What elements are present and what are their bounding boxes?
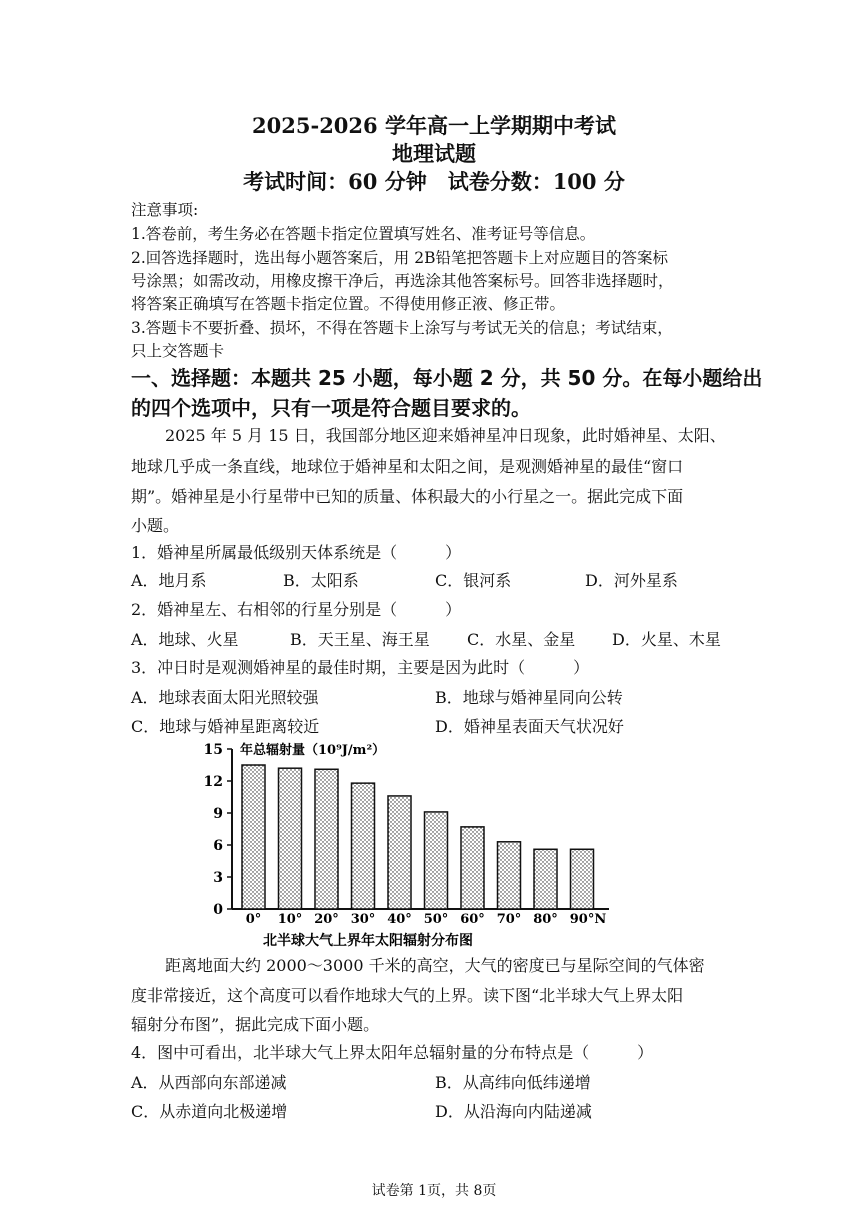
y-axis-label: 年总辐射量（10⁹J/m²） [240, 743, 386, 758]
notice-line: 2.回答选择题时，选出每小题答案后，用 2B铅笔把答题卡上对应题目的答案标 [131, 249, 668, 267]
exam-info: 考试时间：60 分钟 试卷分数：100 分 [243, 169, 625, 194]
question-stem: 1．婚神星所属最低级别天体系统是（ ） [131, 543, 462, 562]
notice-line: 将答案正确填写在答题卡指定位置。不得使用修正液、修正带。 [131, 295, 566, 313]
y-tick-label: 12 [203, 774, 223, 790]
option-c[interactable]: C．水星、金星 [467, 630, 576, 649]
passage-line: 2025 年 5 月 15 日，我国部分地区迎来婚神星冲日现象，此时婚神星、太阳、 [165, 426, 726, 445]
notice-heading: 注意事项: [131, 201, 199, 219]
x-tick-label: 40° [387, 912, 412, 927]
passage-line: 距离地面大约 2000～3000 千米的高空，大气的密度已与星际空间的气体密 [165, 956, 705, 975]
bar [534, 849, 557, 909]
radiation-bar-chart [190, 737, 630, 949]
x-tick-label: 70° [496, 912, 522, 927]
option-d[interactable]: D．火星、木星 [612, 630, 721, 649]
option-c[interactable]: C．银河系 [435, 571, 512, 590]
option-b[interactable]: B．天王星、海王星 [290, 630, 430, 649]
option-c[interactable]: C．从赤道向北极递增 [131, 1102, 288, 1121]
bar [388, 796, 411, 909]
option-b[interactable]: B．太阳系 [283, 571, 359, 590]
exam-title: 2025-2026 学年高一上学期期中考试 [252, 113, 616, 138]
option-a[interactable]: A．从西部向东部递减 [131, 1073, 287, 1092]
option-d[interactable]: D．婚神星表面天气状况好 [435, 717, 624, 736]
x-tick-label: 30° [350, 912, 376, 927]
bar [498, 842, 521, 909]
option-a[interactable]: A．地月系 [131, 571, 207, 590]
question-stem: 3．冲日时是观测婚神星的最佳时期，主要是因为此时（ ） [131, 658, 590, 677]
x-tick-label: 80° [533, 912, 558, 927]
y-tick-label: 15 [203, 742, 223, 758]
section-heading: 一、选择题：本题共 25 小题，每小题 2 分，共 50 分。在每小题给出 [131, 366, 763, 390]
notice-line: 只上交答题卡 [131, 342, 225, 360]
passage-line: 期”。婚神星是小行星带中已知的质量、体积最大的小行星之一。据此完成下面 [131, 487, 684, 506]
y-tick-label: 0 [213, 902, 223, 918]
notice-line: 1.答卷前，考生务必在答题卡指定位置填写姓名、准考证号等信息。 [131, 225, 596, 243]
x-tick-label: 0° [245, 912, 262, 927]
passage-line: 度非常接近，这个高度可以看作地球大气的上界。读下图“北半球大气上界太阳 [131, 986, 684, 1005]
passage-line: 辐射分布图”，据此完成下面小题。 [131, 1015, 380, 1034]
option-c[interactable]: C．地球与婚神星距离较近 [131, 717, 320, 736]
x-tick-label: 50° [423, 912, 449, 927]
y-tick-label: 3 [213, 870, 223, 886]
page-footer: 试卷第 1页，共 8页 [371, 1183, 497, 1199]
option-d[interactable]: D．从沿海向内陆递减 [435, 1102, 592, 1121]
section-heading-cont: 的四个选项中，只有一项是符合题目要求的。 [131, 396, 531, 420]
bar [461, 827, 484, 909]
option-b[interactable]: B．从高纬向低纬递增 [435, 1073, 591, 1092]
bar [425, 812, 448, 909]
bar [242, 765, 265, 909]
y-tick-label: 9 [213, 806, 223, 822]
x-tick-label: 10° [277, 912, 303, 927]
bar [571, 849, 594, 909]
subject-title: 地理试题 [392, 141, 476, 166]
question-stem: 4．图中可看出，北半球大气上界太阳年总辐射量的分布特点是（ ） [131, 1043, 654, 1062]
question-stem: 2．婚神星左、右相邻的行星分别是（ ） [131, 600, 462, 619]
y-tick-label: 6 [213, 838, 223, 854]
option-a[interactable]: A．地球、火星 [131, 630, 239, 649]
passage-line: 地球几乎成一条直线，地球位于婚神星和太阳之间，是观测婚神星的最佳“窗口 [131, 457, 684, 476]
bar [315, 769, 338, 909]
notice-line: 号涂黑；如需改动，用橡皮擦干净后，再选涂其他答案标号。回答非选择题时， [131, 272, 674, 290]
x-tick-label: 20° [314, 912, 339, 927]
passage-line: 小题。 [131, 516, 180, 535]
chart-title: 北半球大气上界年太阳辐射分布图 [263, 933, 473, 949]
bar [352, 783, 375, 909]
bar [279, 768, 302, 909]
x-tick-label: 90°N [569, 912, 607, 927]
option-b[interactable]: B．地球与婚神星同向公转 [435, 688, 623, 707]
x-tick-label: 60° [460, 912, 485, 927]
notice-line: 3.答题卡不要折叠、损坏，不得在答题卡上涂写与考试无关的信息；考试结束， [131, 319, 673, 337]
option-d[interactable]: D．河外星系 [585, 571, 678, 590]
option-a[interactable]: A．地球表面太阳光照较强 [131, 688, 319, 707]
